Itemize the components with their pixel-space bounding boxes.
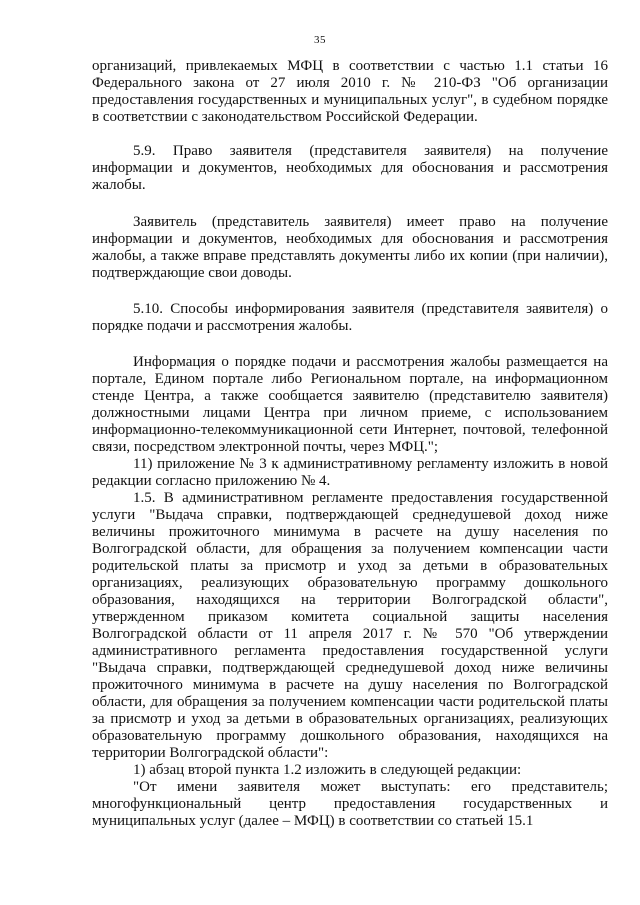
- paragraph-quote-start: "От имени заявителя может выступать: его представитель; многофункциональный центр предоставления государственных и муниципальных услуг (далее – МФЦ) в соответствии со статьей 15.1: [92, 779, 608, 829]
- paragraph-item-11: 11) приложение № 3 к административному регламенту изложить в новой редакции согласно приложению № 4.: [92, 456, 608, 489]
- paragraph-information-placement: Информация о порядке подачи и рассмотрения жалобы размещается на портале, Едином портале либо Региональном портале, на информационном стенде Центра, а также сообщается заявителю (представителю заявителя) должностными лицами Центра при личном приеме, с использованием информационно-телекоммуникационной сети Интернет, почтовой, телефонной связи, посредством электронной почты, через МФЦ.";: [92, 354, 608, 455]
- document-body: [92, 58, 608, 830]
- paragraph-continuation: организаций, привлекаемых МФЦ в соответствии с частью 1.1 статьи 16 Федерального закона от 27 июля 2010 г. № 210-ФЗ "Об организации предоставления государственных и муниципальных услуг", в судебном порядке в соответствии с законодательством Российской Федерации.: [92, 58, 608, 125]
- section-heading-5-9: 5.9. Право заявителя (представителя заявителя) на получение информации и документов, необходимых для обоснования и рассмотрения жалобы.: [92, 143, 608, 193]
- section-heading-5-10: 5.10. Способы информирования заявителя (представителя заявителя) о порядке подачи и рассмотрения жалобы.: [92, 301, 608, 334]
- paragraph-section-1-5: 1.5. В административном регламенте предоставления государственной услуги "Выдача справки, подтверждающей среднедушевой доход ниже величины прожиточного минимума в расчете на душу населения по Волгоградской области, для обращения за получением компенсации части родительской платы за присмотр и уход за детьми в образовательных организациях, реализующих образовательную программу дошкольного образования, находящихся на территории Волгоградской области", утвержденном приказом комитета социальной защиты населения Волгоградской области от 11 апреля 2017 г. № 570 "Об утверждении административного регламента предоставления государственной услуги "Выдача справки, подтверждающей среднедушевой доход ниже величины прожиточного минимума в расчете на душу населения по Волгоградской области, для обращения за получением компенсации части родительской платы за присмотр и уход за детьми в образовательных организациях, реализующих образовательную программу дошкольного образования, находящихся на территории Волгоградской области":: [92, 490, 608, 761]
- page-number: 35: [314, 34, 326, 46]
- paragraph-applicant-right: Заявитель (представитель заявителя) имеет право на получение информации и документов, необходимых для обоснования и рассмотрения жалобы, а также вправе представлять документы либо их копии (при наличии), подтверждающие свои доводы.: [92, 214, 608, 281]
- paragraph-item-1: 1) абзац второй пункта 1.2 изложить в следующей редакции:: [133, 762, 522, 778]
